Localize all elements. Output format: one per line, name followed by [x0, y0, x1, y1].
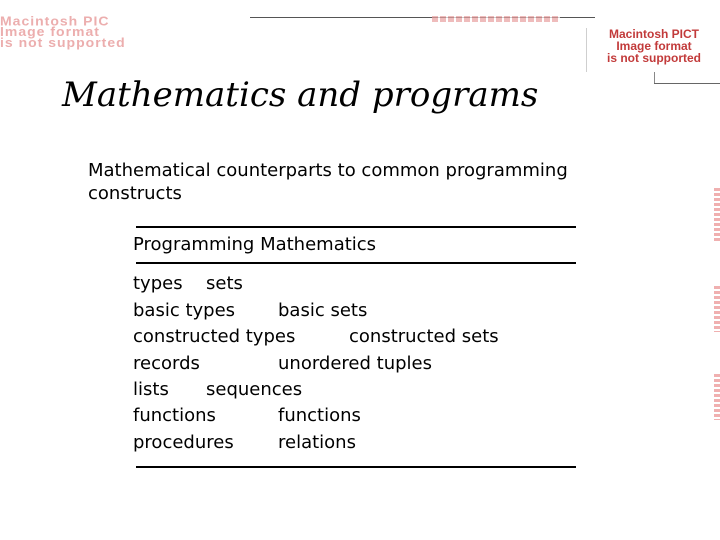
- cell-mathematics: unordered tuples: [278, 353, 432, 374]
- table-bottom-rule: [136, 466, 576, 468]
- slide-title: Mathematics and programs: [62, 75, 539, 115]
- unsupported-image-placeholder-left: Macintosh PIC Image format is not supported: [0, 13, 126, 50]
- cell-programming: functions: [133, 405, 216, 426]
- cell-programming: types: [133, 273, 183, 294]
- table-top-rule: [136, 226, 576, 228]
- cell-programming: records: [133, 353, 200, 374]
- cell-mathematics: sets: [206, 273, 243, 294]
- table-row: [133, 432, 356, 454]
- table-row: [133, 300, 368, 322]
- table-header: [133, 234, 376, 256]
- cell-programming: constructed types: [133, 326, 296, 347]
- cell-programming: lists: [133, 379, 169, 400]
- cell-programming: basic types: [133, 300, 236, 321]
- header-mathematics: Mathematics: [260, 234, 377, 255]
- unsupported-image-fragment: [714, 188, 720, 243]
- placeholder-line-2: Image format: [616, 39, 692, 53]
- table-header-rule: [136, 262, 576, 264]
- table-row: [133, 273, 243, 295]
- placeholder-line-1: Macintosh PICT: [608, 27, 699, 41]
- table-row: [133, 405, 361, 427]
- divider-line: [654, 83, 720, 84]
- cell-mathematics: functions: [278, 405, 361, 426]
- unsupported-image-fragment: [714, 286, 720, 332]
- cell-mathematics: sequences: [206, 379, 303, 400]
- table-row: [133, 326, 499, 348]
- cell-mathematics: basic sets: [278, 300, 368, 321]
- cell-mathematics: relations: [278, 432, 356, 453]
- table-row: [133, 353, 432, 375]
- placeholder-line-3: is not supported: [607, 51, 701, 65]
- unsupported-image-fragment: [432, 16, 560, 22]
- unsupported-image-placeholder-right: [586, 28, 720, 72]
- cell-mathematics: constructed sets: [349, 326, 499, 347]
- intro-text: Mathematical counterparts to common programming constructs: [88, 160, 568, 204]
- header-programming: Programming: [133, 234, 255, 255]
- unsupported-image-fragment: [714, 374, 720, 420]
- table-row: [133, 379, 303, 401]
- cell-programming: procedures: [133, 432, 234, 453]
